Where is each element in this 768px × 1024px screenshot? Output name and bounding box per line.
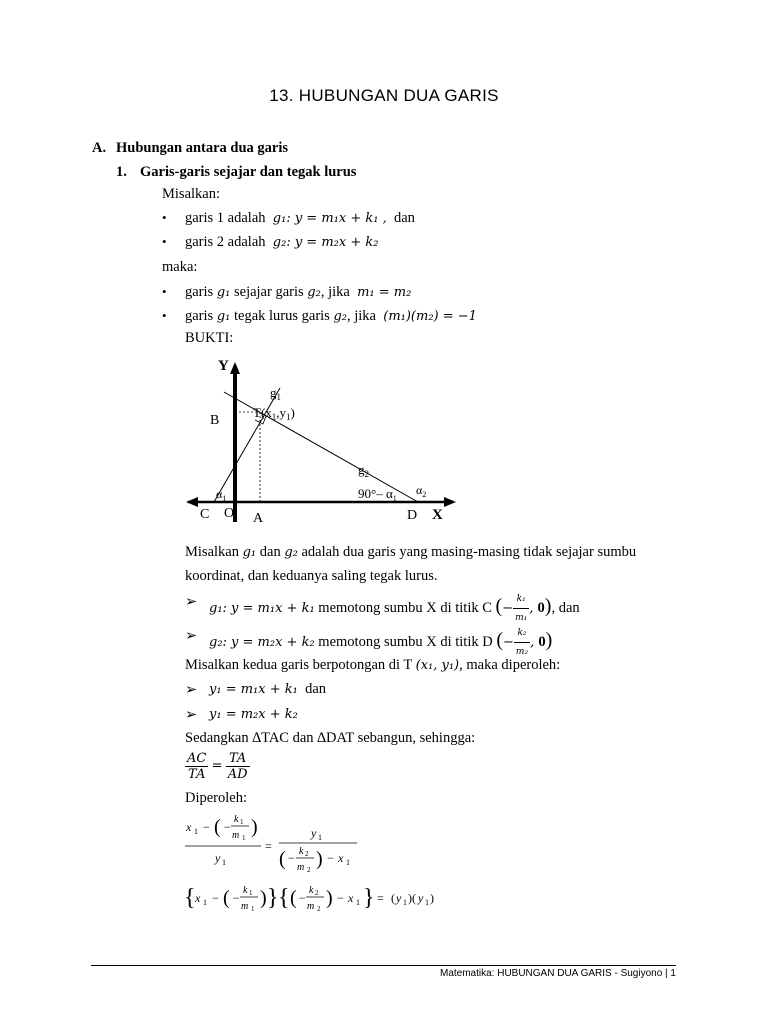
page-footer: Matematika: HUBUNGAN DUA GARIS - Sugiyono | 1 [439,968,676,979]
svg-text:(: ( [279,848,286,870]
ratio-equation: $\frac{AC}{TA}$ = $\frac{TA}{AD}$ [187,751,248,782]
label-angle: 90°– $\alpha_1$ [358,486,397,503]
label-D: D [407,508,418,523]
svg-text:x: x [348,891,354,905]
svg-text:): ) [316,848,323,870]
svg-text:}: } [267,885,279,911]
bukti-label: BUKTI: [185,330,234,346]
section-letter: A. [92,140,107,156]
svg-text:−: − [327,851,334,865]
intro-text: Misalkan: [162,186,220,202]
label-alpha2: $\alpha_2$ [416,483,427,499]
svg-text:−: − [232,891,241,905]
label-Y: Y [218,358,229,374]
svg-text:1: 1 [356,898,360,907]
footer-divider [91,965,676,966]
arrow-icon: ➢ [185,594,198,610]
def-1: garis 1 adalah g₁: y = m₁x + k₁ , dan [185,210,415,226]
label-g2: $g_2$ [358,462,369,479]
svg-text:(: ( [223,887,230,909]
label-O: O [224,506,235,521]
svg-text:x: x [195,891,201,905]
cond-parallel: garis g₁ sejajar garis g₂, jika m₁ = m₂ [185,284,412,300]
svg-text:k: k [243,885,248,896]
bullet-icon: • [162,210,167,225]
geometry-diagram [180,352,470,527]
svg-text:m: m [241,901,249,912]
svg-text:(: ( [214,816,221,838]
subsection-number: 1. [116,164,127,180]
label-X: X [432,507,443,523]
svg-text:y: y [418,891,424,905]
eq-y1-g1: y₁ = m₁x + k₁ dan [209,681,327,697]
svg-text:{: { [184,885,196,911]
svg-text:1: 1 [251,905,255,913]
svg-text:−: − [337,891,344,905]
arrow-icon: ➢ [185,682,198,698]
svg-text:{: { [278,885,290,911]
svg-text:k: k [234,814,239,825]
svg-text:1: 1 [425,898,429,907]
bullet-icon: • [162,308,167,323]
svg-text:): ) [430,891,434,905]
svg-text:m: m [232,830,240,841]
label-alpha1: $\alpha_1$ [216,487,227,503]
label-A: A [253,511,264,526]
svg-text:y: y [396,891,402,905]
label-C: C [200,507,210,522]
svg-text:y: y [311,826,317,840]
arrow-icon: ➢ [185,707,198,723]
svg-text:−: − [223,820,232,834]
svg-text:y: y [215,851,221,865]
svg-text:2: 2 [305,850,309,858]
bullet-icon: • [162,284,167,299]
section-heading: Hubungan antara dua garis [116,140,289,156]
para-2: Misalkan kedua garis berpotongan di T (x₁, y₁), maka diperoleh: [185,657,561,673]
svg-text:2: 2 [317,905,321,913]
derivation-equation-2 [183,878,443,920]
svg-text:)(: )( [408,891,416,905]
bullet-icon: • [162,234,167,249]
svg-text:m: m [297,862,305,873]
svg-text:): ) [260,887,267,909]
para-3: Sedangkan ∆TAC dan ∆DAT sebangun, sehingga: [185,730,476,746]
diperoleh-label: Diperoleh: [185,790,248,806]
svg-text:}: } [363,885,375,911]
def-2: garis 2 adalah g₂: y = m₂x + k₂ [185,234,379,250]
g1-intersection: g₁: y = m₁x + k₁ memotong sumbu X di titik C (− $\frac{\text{k₁}}{\text{m₁}}$ , 0), dan [209,590,580,627]
svg-text:1: 1 [203,898,207,907]
svg-text:−: − [203,820,210,834]
arrow-icon: ➢ [185,628,198,644]
eq-y1-g2: y₁ = m₂x + k₂ [209,707,298,722]
svg-text:−: − [287,851,296,865]
svg-text:): ) [251,816,258,838]
g2-intersection: g₂: y = m₂x + k₂ memotong sumbu X di titik D (− $\frac{\text{k₂}}{\text{m₂}}$ , 0) [209,624,552,661]
svg-text:−: − [298,891,307,905]
maka-text: maka: [162,259,198,275]
svg-text:x: x [186,820,192,834]
svg-text:): ) [326,887,333,909]
label-T: $T(x_1,y_1)$ [253,405,295,422]
svg-text:1: 1 [242,834,246,842]
svg-text:=: = [377,891,384,905]
svg-text:k: k [309,885,314,896]
svg-text:−: − [212,891,219,905]
label-B: B [210,413,220,428]
page-title: 13. HUBUNGAN DUA GARIS [269,86,499,105]
svg-text:2: 2 [307,866,311,874]
svg-text:(: ( [391,891,395,905]
svg-text:1: 1 [403,898,407,907]
para-1: Misalkan g₁ dan g₂ adalah dua garis yang masing-masing tidak sejajar sumbu [185,544,637,560]
label-g1: $g_1$ [270,385,281,402]
svg-text:x: x [338,851,344,865]
svg-text:2: 2 [315,889,319,897]
svg-text:1: 1 [346,858,350,867]
svg-text:(: ( [290,887,297,909]
svg-text:1: 1 [318,833,322,842]
svg-text:1: 1 [240,818,244,826]
svg-text:1: 1 [249,889,253,897]
subsection-heading: Garis-garis sejajar dan tegak lurus [140,164,357,180]
derivation-equation-1 [183,810,383,874]
svg-text:m: m [307,901,315,912]
para-1b: koordinat, dan keduanya saling tegak lurus. [185,568,438,584]
svg-text:k: k [299,846,304,857]
svg-text:1: 1 [222,858,226,867]
svg-text:=: = [265,839,272,853]
svg-text:1: 1 [194,827,198,836]
cond-perpendicular: garis g₁ tegak lurus garis g₂, jika (m₁)(m₂) = −1 [185,308,477,324]
